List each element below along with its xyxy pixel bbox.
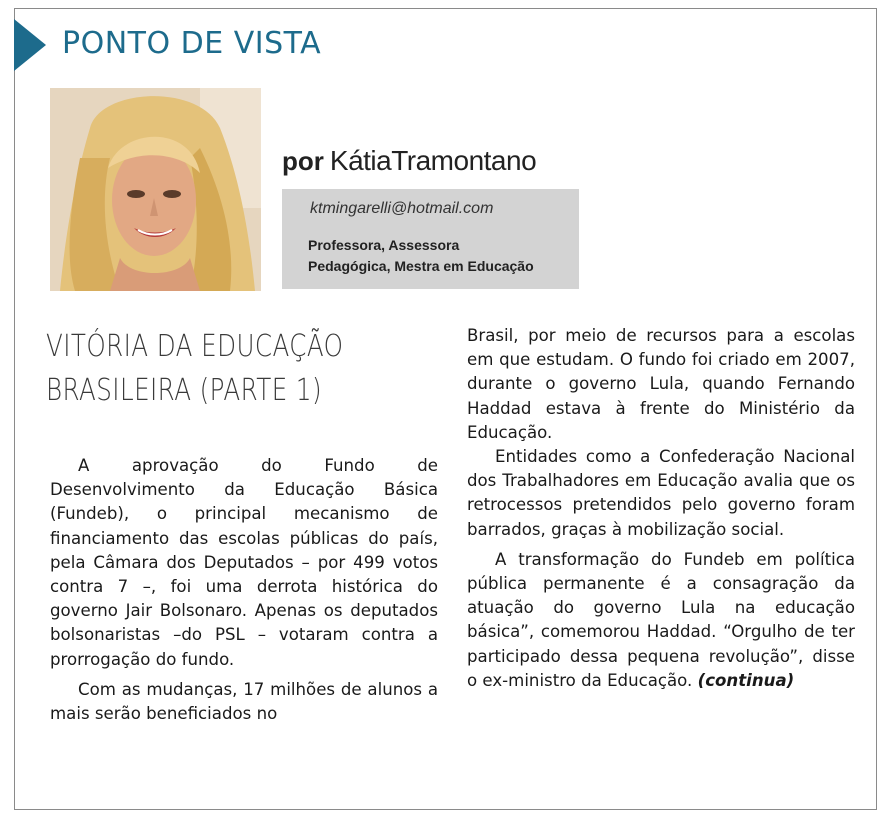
author-credentials: [308, 235, 534, 277]
article-column-right: [467, 324, 855, 693]
author-byline: [282, 145, 536, 177]
paragraph: Entidades como a Confederação Nacional dos Trabalhadores em Educação avalia que os retrocessos pretendidos pelo governo foram barrados, graças à mobilização social.: [467, 447, 855, 539]
paragraph: Brasil, por meio de recursos para a escolas em que estudam. O fundo foi criado em 2007, durante o governo Lula, quando Fernando Haddad estava à frente do Ministério da Educação.: [467, 326, 855, 442]
continua-label: (continua): [697, 670, 795, 690]
credentials-line-1: Professora, Assessora: [308, 237, 460, 253]
paragraph-last: [467, 548, 855, 693]
credentials-line-2: Pedagógica, Mestra em Educação: [308, 258, 534, 274]
author-photo: [50, 88, 261, 291]
author-name: KátiaTramontano: [329, 145, 537, 176]
byline-prefix: por: [282, 146, 324, 176]
author-info-box: [282, 189, 579, 289]
section-title: PONTO DE VISTA: [62, 26, 322, 61]
headline-line-1: VITÓRIA DA EDUCAÇÃO: [46, 329, 344, 364]
section-arrow-icon: [14, 19, 46, 71]
article-column-left: [50, 454, 438, 726]
author-email: ktmingarelli@hotmail.com: [310, 200, 494, 217]
headline-line-2: BRASILEIRA (PARTE 1): [46, 373, 322, 408]
article-headline: [46, 325, 358, 413]
paragraph: Com as mudanças, 17 milhões de alunos a mais serão beneficiados no: [50, 679, 438, 724]
paragraph-text: A transformação do Fundeb em política pública permanente é a consagração da atuação do governo Lula na educação básica”, comemorou Haddad. “Orgulho de ter participado dessa pequena revolução”, disse o ex-ministro da Educação.: [467, 549, 855, 690]
paragraph: A aprovação do Fundo de Desenvolvimento da Educação Básica (Fundeb), o principal mecanismo de financiamento das escolas públicas do país, pela Câmara dos Deputados – por 499 votos contra 7 –, foi uma derrota histórica do governo Jair Bolsonaro. Apenas os deputados bolsonaristas –do PSL – votaram contra a prorrogação do fundo.: [50, 456, 438, 669]
